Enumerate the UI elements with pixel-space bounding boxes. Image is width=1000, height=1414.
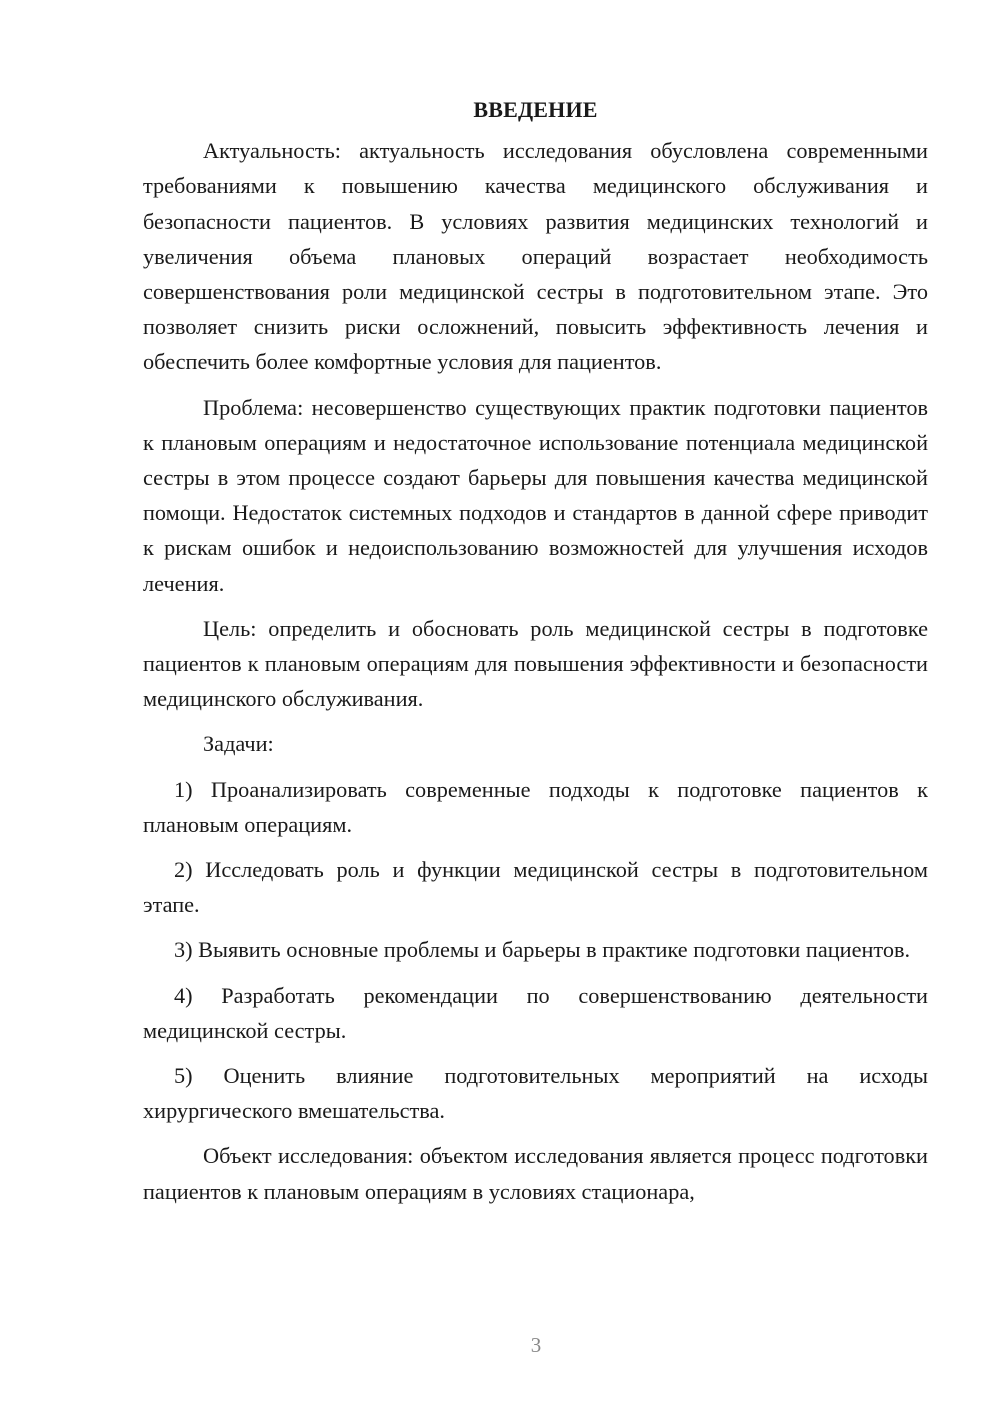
goal-paragraph: Цель: определить и обосновать роль медицинской сестры в подготовке пациентов к плановым операциям для повышения эффективности и безопасности медицинского обслуживания. (143, 615, 928, 712)
problem-paragraph: Проблема: несовершенство существующих практик подготовки пациентов к плановым операциям и недостаточное использование потенциала медицинской сестры в этом процессе создают барьеры для повышения качества медицинской помощи. Недостаток системных подходов и стандартов в данной сфере приводит к рискам ошибок и недоиспользованию возможностей для улучшения исходов лечения. (143, 394, 928, 596)
tasks-label: Задачи: (203, 731, 274, 757)
task-list (143, 772, 928, 1129)
object-paragraph: Объект исследования: объектом исследования является процесс подготовки пациентов к плановым операциям в условиях стационара, (143, 1143, 928, 1204)
task-item: 5) Оценить влияние подготовительных мероприятий на исходы хирургического вмешательства. (143, 1063, 928, 1124)
relevance-paragraph: Актуальность: актуальность исследования обусловлена современными требованиями к повышению качества медицинского обслуживания и безопасности пациентов. В условиях развития медицинских технологий и увеличения объема плановых операций возрастает необходимость совершенствования роли медицинской сестры в подготовительном этапе. Это позволяет снизить риски осложнений, повысить эффективность лечения и обеспечить более комфортные условия для пациентов. (143, 138, 928, 375)
section-heading: ВВЕДЕНИЕ (473, 97, 598, 122)
task-item: 2) Исследовать роль и функции медицинской сестры в подготовительном этапе. (143, 857, 928, 918)
task-item: 3) Выявить основные проблемы и барьеры в практике подготовки пациентов. (174, 937, 911, 963)
task-item: 1) Проанализировать современные подходы к подготовке пациентов к плановым операциям. (143, 776, 928, 837)
page-content (143, 92, 928, 1209)
task-item: 4) Разработать рекомендации по совершенствованию деятельности медицинской сестры. (143, 982, 928, 1043)
page-number: 3 (530, 1333, 542, 1357)
